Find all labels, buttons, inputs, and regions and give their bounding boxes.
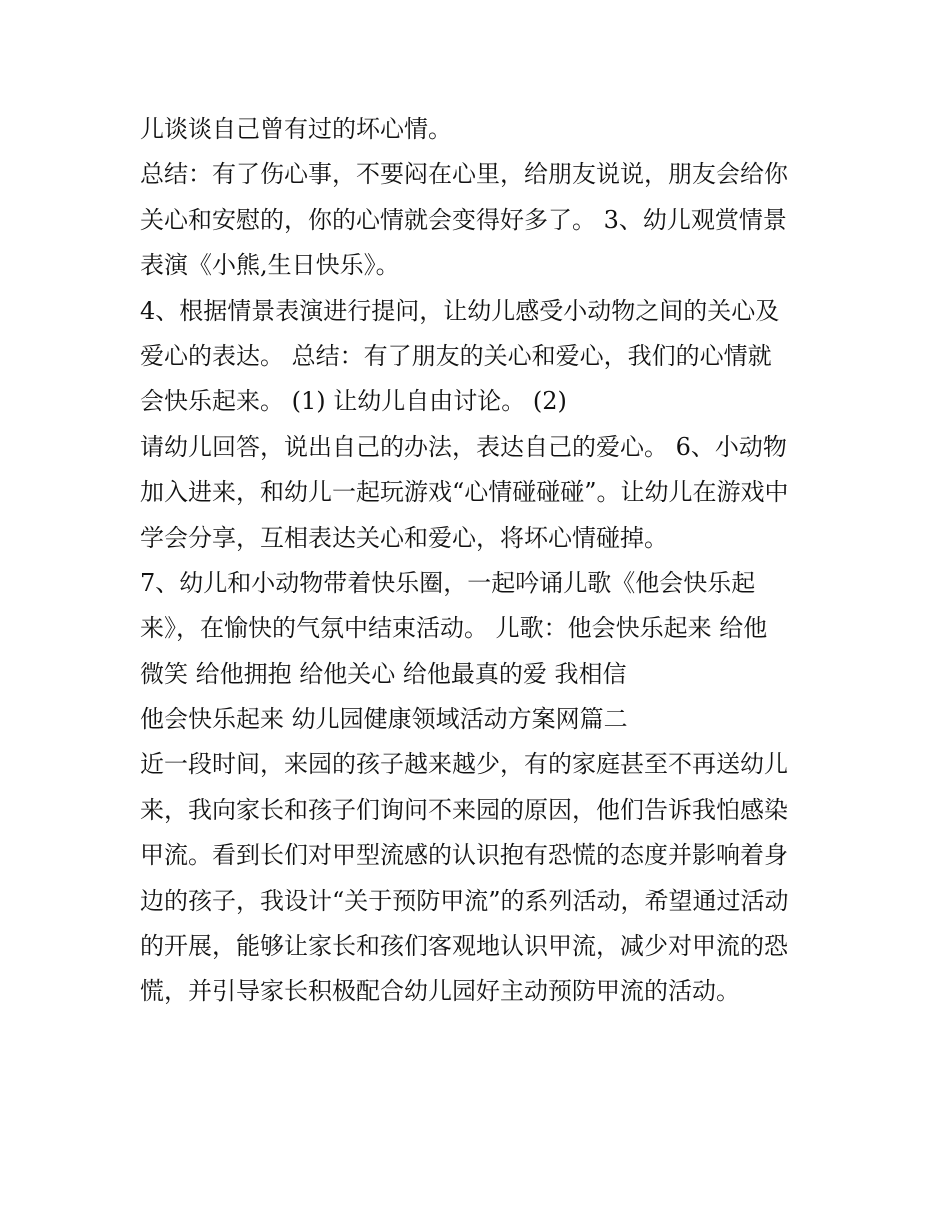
text-line: 会快乐起来。 (1) 让幼儿自由讨论。 (2) — [140, 387, 567, 416]
text-line: 来》，在愉快的气氛中结束活动。 儿歌：他会快乐起来 给他 — [140, 614, 768, 643]
text-line: 甲流。看到长们对甲型流感的认识抱有恐慌的态度并影响着身 — [140, 841, 788, 870]
text-line: 慌，并引导家长积极配合幼儿园好主动预防甲流的活动。 — [140, 977, 740, 1006]
text-line: 请幼儿回答，说出自己的办法，表达自己的爱心。 6、小动物 — [140, 432, 787, 461]
text-line: 微笑 给他拥抱 给他关心 给他最真的爱 我相信 — [140, 659, 627, 688]
text-line: 近一段时间，来园的孩子越来越少，有的家庭甚至不再送幼儿 — [140, 750, 788, 779]
text-line: 总结：有了伤心事，不要闷在心里，给朋友说说，朋友会给你 — [140, 160, 788, 189]
document-body — [140, 107, 820, 1015]
section-heading-line: 他会快乐起来 幼儿园健康领域活动方案网篇二 — [140, 705, 628, 734]
text-line: 关心和安慰的，你的心情就会变得好多了。 3、幼儿观赏情景 — [140, 205, 787, 234]
text-line: 爱心的表达。 总结：有了朋友的关心和爱心，我们的心情就 — [140, 341, 772, 370]
text-line: 边的孩子，我设计“关于预防甲流”的系列活动，希望通过活动 — [140, 886, 789, 915]
text-line: 加入进来，和幼儿一起玩游戏“心情碰碰碰”。让幼儿在游戏中 — [140, 478, 789, 507]
text-line: 7、幼儿和小动物带着快乐圈，一起吟诵儿歌《他会快乐起 — [140, 568, 756, 597]
text-line: 儿谈谈自己曾有过的坏心情。 — [140, 115, 452, 143]
text-line: 4、根据情景表演进行提问，让幼儿感受小动物之间的关心及 — [140, 296, 780, 325]
text-line: 的开展，能够让家长和孩们客观地认识甲流，减少对甲流的恐 — [140, 932, 788, 961]
text-line: 来，我向家长和孩子们询问不来园的原因，他们告诉我怕感染 — [140, 795, 788, 824]
text-line: 学会分享，互相表达关心和爱心，将坏心情碰掉。 — [140, 523, 668, 552]
text-line: 表演《小熊,生日快乐》。 — [140, 251, 400, 280]
